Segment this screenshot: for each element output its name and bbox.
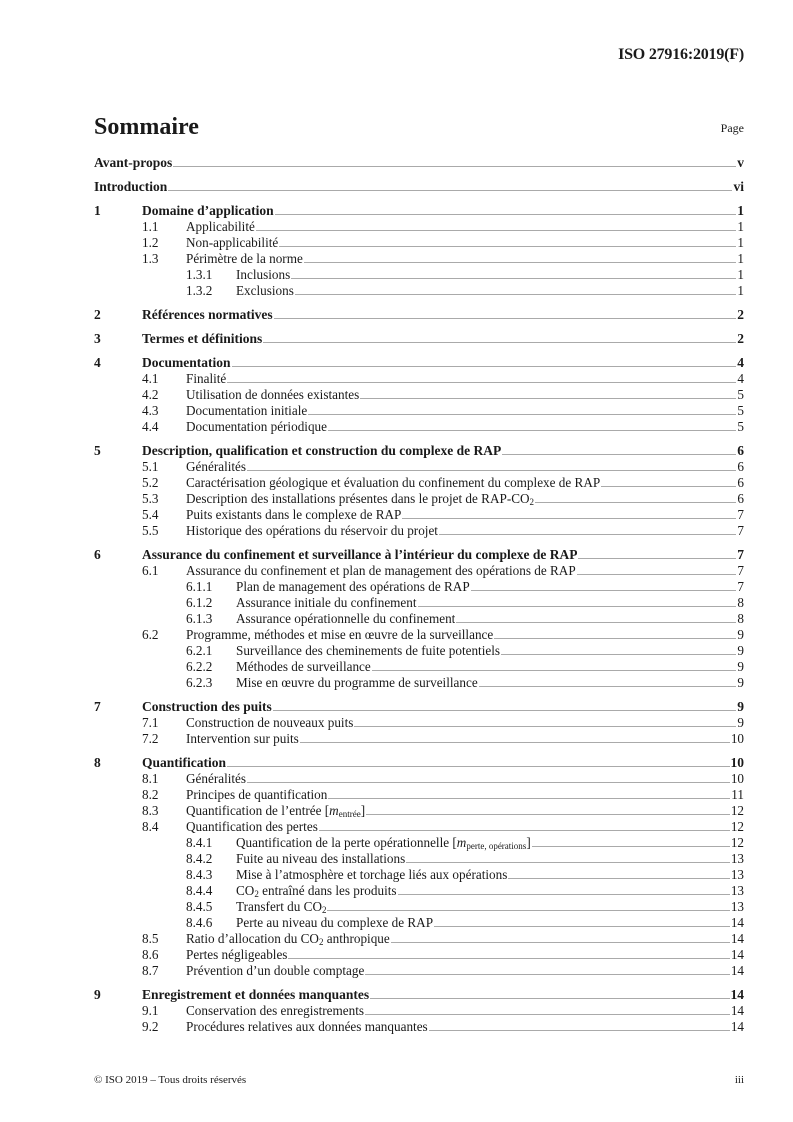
toc-entry-number: 7 [94,699,101,714]
toc-entry[interactable] [94,563,744,579]
toc-entry-page: 14 [730,987,744,1002]
toc-entry-title: Quantification des pertes [186,819,318,834]
toc-entry-title: Assurance du confinement et plan de management des opérations de RAP [186,563,576,578]
toc-entry-title: Plan de management des opérations de RAP [236,579,470,594]
dot-leader [247,470,736,471]
toc-entry-title: Perte au niveau du complexe de RAP [236,915,434,930]
dot-leader [168,190,732,191]
toc-entry-page: 9 [737,675,744,690]
toc-entry-page: 1 [737,251,744,266]
toc-entry-page: vi [733,179,744,194]
toc-entry-number: 8.4 [142,819,159,834]
dot-leader [360,398,736,399]
dot-leader [494,638,736,639]
toc-entry[interactable] [94,267,744,283]
page-column-label: Page [720,121,744,135]
toc-entry-page: 1 [737,203,744,218]
toc-entry[interactable] [94,675,744,691]
toc-spacer [94,195,744,203]
toc-spacer [94,539,744,547]
toc-entry-page: 9 [737,699,744,714]
toc-entry-page: 1 [737,219,744,234]
toc-entry-number: 5 [94,443,101,458]
toc-entry[interactable] [94,203,744,219]
toc-entry-number: 8.5 [142,931,159,946]
toc-entry[interactable] [94,235,744,251]
toc-spacer [94,979,744,987]
dot-leader [173,166,736,167]
toc-entry-number: 4.1 [142,371,159,386]
toc-entry-page: 14 [730,963,744,978]
toc-entry[interactable] [94,883,744,899]
toc-entry-page: 12 [730,819,744,834]
toc-entry-page: 1 [737,267,744,282]
toc-entry-number: 9.1 [142,1003,159,1018]
toc-entry[interactable] [94,419,744,435]
toc-entry-title: Historique des opérations du réservoir du projet [186,523,438,538]
toc-entry-number: 5.3 [142,491,159,506]
toc-entry-title: Caractérisation géologique et évaluation du confinement du complexe de RAP [186,475,601,490]
toc-entry-number: 8.2 [142,787,159,802]
dot-leader [295,294,737,295]
page-number: iii [734,1074,744,1086]
toc-entry-number: 8.4.1 [186,835,213,850]
toc-entry-title: Méthodes de surveillance [236,659,371,674]
toc-entry[interactable] [94,787,744,803]
toc-entry-title: Intervention sur puits [186,731,299,746]
toc-entry-number: 4 [94,355,101,370]
toc-entry-title: Mise en œuvre du programme de surveillance [236,675,478,690]
toc-entry-number: 6.1.3 [186,611,213,626]
toc-entry-page: 10 [730,755,744,770]
toc-entry-page: 14 [730,915,744,930]
toc-entry-title: Construction de nouveaux puits [186,715,354,730]
toc-entry-page: 6 [737,491,744,506]
toc-entry-title: Quantification [142,755,227,770]
toc-entry-page: 13 [730,899,744,914]
toc-entry-title: Surveillance des cheminements de fuite potentiels [236,643,501,658]
toc-entry-number: 4.2 [142,387,159,402]
dot-leader [227,382,736,383]
toc-entry[interactable] [94,523,744,539]
toc-entry-page: 7 [737,547,744,562]
dot-leader [418,606,737,607]
dot-leader [532,846,730,847]
dot-leader [366,814,730,815]
toc-entry-title: Programme, méthodes et mise en œuvre de la surveillance [186,627,494,642]
toc-entry[interactable] [94,219,744,235]
dot-leader [328,798,730,799]
toc-entry-page: 4 [737,371,744,386]
dot-leader [479,686,737,687]
toc-entry-number: 1.3.1 [186,267,213,282]
toc-entry[interactable] [94,331,744,347]
toc-entry-title: Généralités [186,771,247,786]
toc-entry-title: Généralités [186,459,247,474]
toc-entry-page: 14 [730,947,744,962]
toc-entry-number: 6.1.1 [186,579,213,594]
toc-entry-number: 6.1.2 [186,595,213,610]
toc-entry-number: 7.2 [142,731,159,746]
toc-entry[interactable] [94,699,744,715]
toc-entry-page: 14 [730,1003,744,1018]
toc-entry[interactable] [94,731,744,747]
toc-entry-title: Procédures relatives aux données manquantes [186,1019,428,1034]
toc-entry-page: 2 [737,307,744,322]
dot-leader [501,654,736,655]
toc-entry-title: Transfert du $CO_2$ [236,899,327,915]
document-id: ISO 27916:2019(F) [618,46,744,63]
toc-entry[interactable] [94,931,744,947]
toc-entry[interactable] [94,835,744,851]
toc-entry-number: 8.4.2 [186,851,213,866]
toc-entry-title: Description des installations présentes dans le projet de RAP-$CO_2$ [186,491,535,507]
toc-entry-number: 1 [94,203,101,218]
toc-entry-page: 8 [737,595,744,610]
dot-leader [434,926,730,927]
toc-entry-page: 6 [737,443,744,458]
toc-entry-title: Principes de quantification [186,787,328,802]
toc-entry-number: 3 [94,331,101,346]
toc-entry-title: Termes et définitions [142,331,263,346]
toc-entry-page: 13 [730,851,744,866]
dot-leader [365,1014,730,1015]
toc-entry[interactable] [94,803,744,819]
toc-entry-title: Finalité [186,371,227,386]
toc-spacer [94,347,744,355]
dot-leader [578,558,736,559]
toc-entry-title: Documentation initiale [186,403,308,418]
toc-entry-title: Fuite au niveau des installations [236,851,406,866]
toc-entry-title: Documentation périodique [186,419,327,434]
toc-entry-title: Assurance opérationnelle du confinement [236,611,456,626]
toc-entry-title: Inclusions [236,267,291,282]
dot-leader [402,518,736,519]
toc-entry-page: 14 [730,931,744,946]
toc-entry-page: 7 [737,523,744,538]
toc-entry-title: $CO_2$ entraîné dans les produits [236,883,397,899]
toc-entry-title: Ratio d’allocation du $CO_2$ anthropique [186,931,390,947]
toc-entry[interactable] [94,643,744,659]
toc-entry[interactable] [94,547,744,563]
toc-entry[interactable] [94,579,744,595]
dot-leader [279,246,736,247]
toc-entry-page: 11 [731,787,744,802]
table-of-contents [94,155,744,1035]
toc-entry-page: 5 [737,387,744,402]
toc-entry-number: 1.3 [142,251,159,266]
dot-leader [232,366,737,367]
toc-entry[interactable] [94,947,744,963]
toc-spacer [94,323,744,331]
dot-leader [365,974,729,975]
toc-entry-title: Utilisation de données existantes [186,387,360,402]
toc-entry-title: Puits existants dans le complexe de RAP [186,507,402,522]
toc-entry-number: 8.4.3 [186,867,213,882]
toc-entry-title: Documentation [142,355,231,370]
toc-entry-number: 7.1 [142,715,159,730]
toc-entry[interactable] [94,251,744,267]
toc-entry-number: 1.3.2 [186,283,213,298]
toc-entry-number: 8.4.6 [186,915,213,930]
toc-entry-page: 9 [737,715,744,730]
dot-leader [601,486,736,487]
toc-entry-page: 6 [737,459,744,474]
toc-entry-number: 1.1 [142,219,159,234]
dot-leader [471,590,737,591]
toc-entry-number: 8.4.4 [186,883,213,898]
dot-leader [502,454,736,455]
dot-leader [370,998,729,999]
toc-entry-title: Domaine d’application [142,203,274,218]
toc-entry-page: 13 [730,883,744,898]
dot-leader [398,894,730,895]
dot-leader [319,830,730,831]
toc-entry[interactable] [94,283,744,299]
toc-entry-title: Mise à l’atmosphère et torchage liés aux opérations [236,867,508,882]
toc-entry-number: 5.5 [142,523,159,538]
toc-entry-page: 12 [730,803,744,818]
toc-entry-title: Périmètre de la norme [186,251,303,266]
toc-entry-page: 6 [737,475,744,490]
toc-entry-number: 4.3 [142,403,159,418]
toc-entry[interactable] [94,155,744,171]
toc-entry-number: 2 [94,307,101,322]
toc-entry[interactable] [94,659,744,675]
toc-entry[interactable] [94,179,744,195]
toc-entry-page: 1 [737,235,744,250]
toc-entry-number: 5.2 [142,475,159,490]
toc-entry[interactable] [94,595,744,611]
toc-entry-page: 7 [737,507,744,522]
toc-spacer [94,171,744,179]
toc-entry-title: Prévention d’un double comptage [186,963,365,978]
toc-entry-page: 14 [730,1019,744,1034]
toc-entry[interactable] [94,371,744,387]
toc-entry-page: 5 [737,403,744,418]
toc-entry-number: 6.2.2 [186,659,213,674]
toc-entry-title: Assurance du confinement et surveillance à l’intérieur du complexe de RAP [142,547,578,562]
toc-entry-page: 7 [737,579,744,594]
dot-leader [535,502,736,503]
toc-entry[interactable] [94,755,744,771]
dot-leader [263,342,736,343]
toc-entry-number: 5.4 [142,507,159,522]
toc-entry-title: Exclusions [236,283,294,298]
toc-entry-title: Conservation des enregistrements [186,1003,364,1018]
toc-entry[interactable] [94,459,744,475]
toc-entry[interactable] [94,307,744,323]
toc-entry-page: 9 [737,659,744,674]
dot-leader [275,214,737,215]
toc-entry-number: 4.4 [142,419,159,434]
toc-entry-page: 10 [730,771,744,786]
toc-entry-number: 6 [94,547,101,562]
toc-entry-page: 10 [730,731,744,746]
toc-entry[interactable] [94,627,744,643]
toc-entry-title: Avant-propos [94,155,173,170]
toc-entry-title: Quantification de l’entrée $[m_{entrée}]$ [186,803,366,819]
dot-leader [406,862,730,863]
toc-entry-number: 6.1 [142,563,159,578]
copyright-notice: © ISO 2019 – Tous droits réservés [94,1074,247,1086]
dot-leader [328,430,736,431]
dot-leader [274,318,737,319]
toc-entry[interactable] [94,899,744,915]
toc-entry-title: Enregistrement et données manquantes [142,987,370,1002]
toc-entry-number: 8.3 [142,803,159,818]
toc-entry[interactable] [94,987,744,1003]
toc-entry-title: Quantification de la perte opérationnelle $[m_{perte, opérations}]$ [236,835,531,851]
toc-entry-number: 8.7 [142,963,159,978]
toc-entry[interactable] [94,443,744,459]
toc-entry-page: 9 [737,627,744,642]
dot-leader [391,942,730,943]
toc-entry[interactable] [94,771,744,787]
toc-entry-title: Introduction [94,179,168,194]
toc-entry-page: v [737,155,744,170]
toc-entry-number: 6.2.1 [186,643,213,658]
toc-entry[interactable] [94,491,744,507]
toc-entry-number: 8 [94,755,101,770]
toc-entry-number: 5.1 [142,459,159,474]
dot-leader [300,742,730,743]
toc-entry[interactable] [94,387,744,403]
toc-entry-number: 8.1 [142,771,159,786]
toc-entry[interactable] [94,867,744,883]
toc-entry-title: Assurance initiale du confinement [236,595,417,610]
toc-entry[interactable] [94,475,744,491]
page-title: Sommaire [94,114,199,140]
dot-leader [291,278,736,279]
toc-entry-page: 1 [737,283,744,298]
toc-entry-page: 4 [737,355,744,370]
dot-leader [354,726,736,727]
dot-leader [308,414,736,415]
toc-entry[interactable] [94,403,744,419]
dot-leader [327,910,729,911]
toc-entry-page: 8 [737,611,744,626]
toc-spacer [94,299,744,307]
toc-entry-title: Construction des puits [142,699,272,714]
toc-entry-page: 12 [730,835,744,850]
dot-leader [429,1030,730,1031]
dot-leader [288,958,729,959]
dot-leader [304,262,737,263]
toc-entry-number: 1.2 [142,235,159,250]
toc-entry-title: Description, qualification et construction du complexe de RAP [142,443,502,458]
dot-leader [256,230,737,231]
toc-entry[interactable] [94,963,744,979]
dot-leader [508,878,729,879]
toc-entry-number: 6.2 [142,627,159,642]
toc-entry[interactable] [94,1003,744,1019]
dot-leader [456,622,736,623]
toc-entry-number: 6.2.3 [186,675,213,690]
toc-entry[interactable] [94,819,744,835]
toc-entry-title: Pertes négligeables [186,947,288,962]
toc-entry-page: 9 [737,643,744,658]
toc-entry-number: 9 [94,987,101,1002]
toc-entry-title: Applicabilité [186,219,255,234]
toc-entry[interactable] [94,715,744,731]
toc-spacer [94,747,744,755]
dot-leader [577,574,737,575]
toc-spacer [94,691,744,699]
toc-entry-page: 13 [730,867,744,882]
toc-entry-page: 2 [737,331,744,346]
toc-entry-number: 9.2 [142,1019,159,1034]
dot-leader [439,534,736,535]
toc-spacer [94,435,744,443]
toc-entry-number: 8.4.5 [186,899,213,914]
dot-leader [372,670,737,671]
toc-entry-number: 8.6 [142,947,159,962]
dot-leader [227,766,729,767]
toc-entry[interactable] [94,1019,744,1035]
dot-leader [247,782,730,783]
toc-entry-title: Non-applicabilité [186,235,279,250]
toc-entry[interactable] [94,915,744,931]
toc-entry-page: 5 [737,419,744,434]
toc-entry[interactable] [94,355,744,371]
toc-entry[interactable] [94,611,744,627]
toc-entry-title: Références normatives [142,307,273,322]
dot-leader [273,710,736,711]
toc-entry-page: 7 [737,563,744,578]
